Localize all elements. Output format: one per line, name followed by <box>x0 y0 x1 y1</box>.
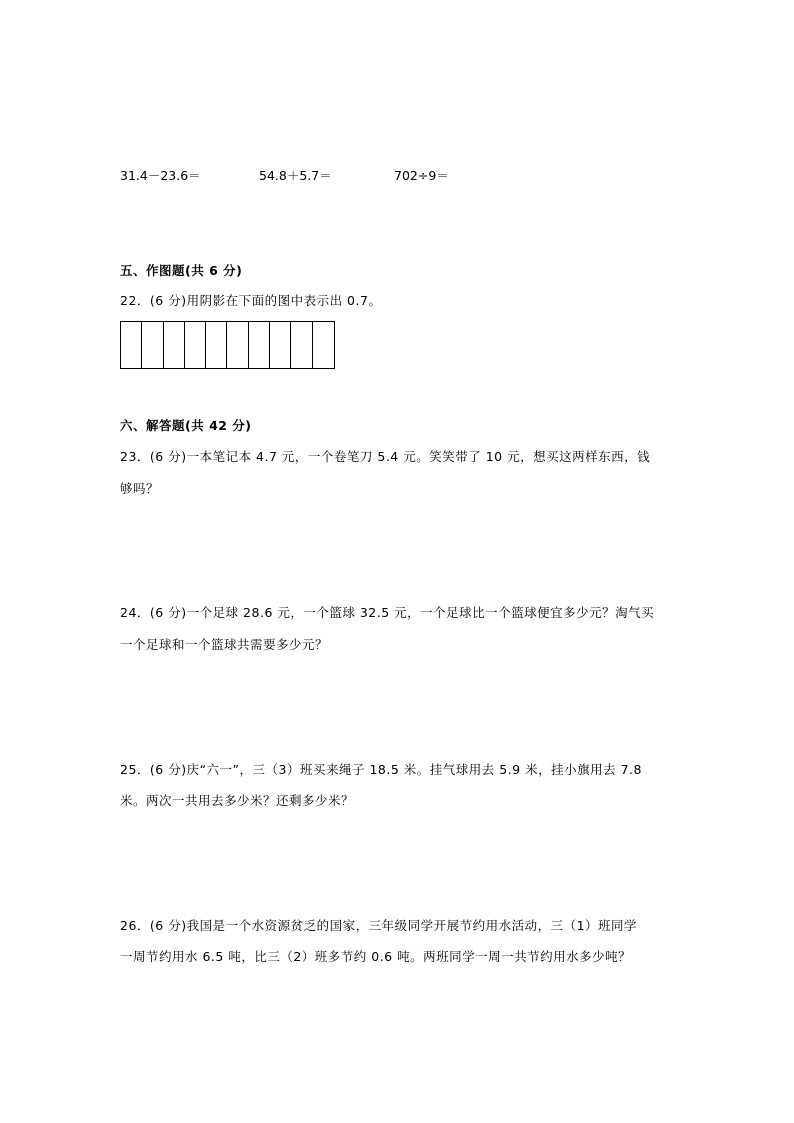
question-24-line-1: 24．(6 分)一个足球 28.6 元，一个篮球 32.5 元，一个足球比一个篮球便宜多少元？淘气买 <box>120 605 655 620</box>
question-22: 22．(6 分)用阴影在下面的图中表示出 0.7。 <box>120 293 382 308</box>
grid-cell[interactable] <box>121 322 142 368</box>
grid-cell[interactable] <box>227 322 248 368</box>
grid-cell[interactable] <box>270 322 291 368</box>
question-24-line-2: 一个足球和一个篮球共需要多少元？ <box>120 637 329 652</box>
grid-cell[interactable] <box>291 322 312 368</box>
calc-3: 702÷9＝ <box>394 168 449 183</box>
calc-1: 31.4－23.6＝ <box>120 168 201 183</box>
section-5-heading: 五、作图题(共 6 分) <box>120 263 243 278</box>
question-25-line-2: 米。两次一共用去多少米？还剩多少米？ <box>120 793 355 808</box>
grid-cell[interactable] <box>185 322 206 368</box>
calc-2: 54.8＋5.7＝ <box>259 168 332 183</box>
grid-cell[interactable] <box>249 322 270 368</box>
grid-cell[interactable] <box>313 322 334 368</box>
section-6-heading: 六、解答题(共 42 分) <box>120 418 252 433</box>
grid-cell[interactable] <box>164 322 185 368</box>
question-26-line-2: 一周节约用水 6.5 吨，比三（2）班多节约 0.6 吨。两班同学一周一共节约用水多少吨？ <box>120 949 632 964</box>
question-23-line-1: 23．(6 分)一本笔记本 4.7 元，一个卷笔刀 5.4 元。笑笑带了 10 元，想买这两样东西，钱 <box>120 449 651 464</box>
question-26-line-1: 26．(6 分)我国是一个水资源贫乏的国家，三年级同学开展节约用水活动，三（1）班同学 <box>120 918 638 933</box>
grid-cell[interactable] <box>206 322 227 368</box>
grid-cell[interactable] <box>142 322 163 368</box>
shading-grid[interactable] <box>120 321 335 369</box>
question-23-line-2: 够吗？ <box>120 481 160 496</box>
question-25-line-1: 25．(6 分)庆“六一”，三（3）班买来绳子 18.5 米。挂气球用去 5.9 米，挂小旗用去 7.8 <box>120 762 642 777</box>
